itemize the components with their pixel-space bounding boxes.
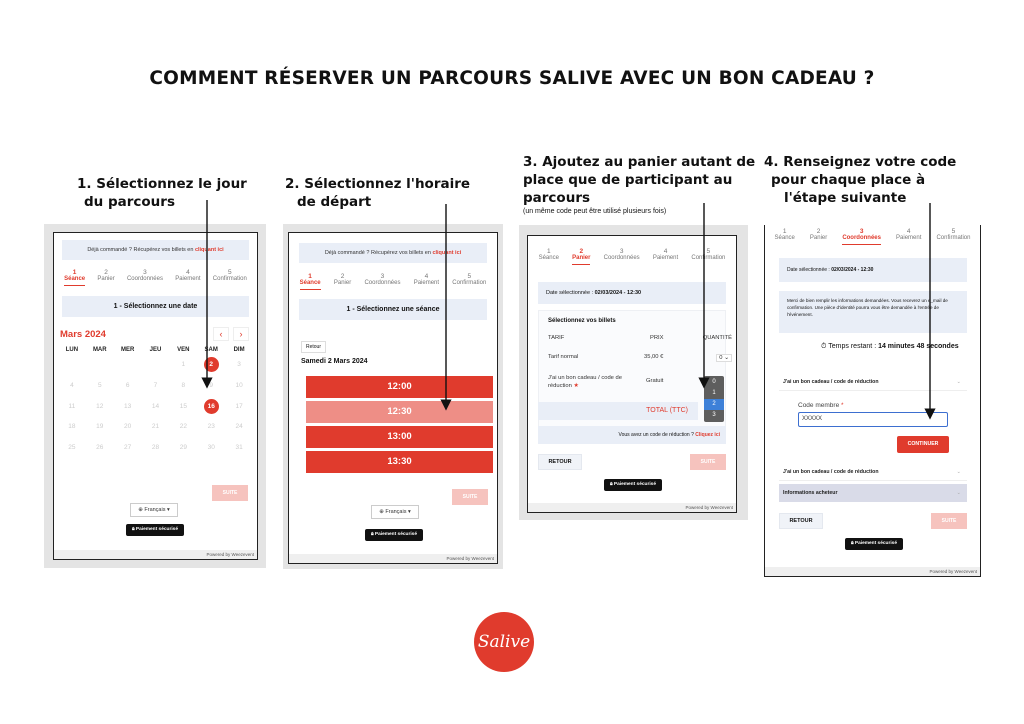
calendar-day[interactable]: 9 <box>209 381 214 389</box>
step2-heading: 2. Sélectionnez l'horaire de départ <box>285 176 471 210</box>
calendar-day[interactable]: 8 <box>181 381 186 389</box>
weekday-label: VEN <box>177 347 190 353</box>
suite-button[interactable]: SUITE <box>690 454 726 470</box>
globe-icon: ⊕ <box>138 507 145 513</box>
calendar-day[interactable]: 30 <box>207 444 215 452</box>
calendar-day[interactable]: 17 <box>235 402 243 410</box>
step-paiement[interactable]: 4 Paiement <box>413 273 440 286</box>
total-bar: TOTAL (TTC) <box>538 402 698 420</box>
step4-heading: 4. Renseignez votre code pour chaque place à l'étape suivante <box>764 154 957 206</box>
section-title: 1 - Sélectionnez une séance <box>299 299 487 320</box>
retrieve-tickets-link[interactable]: cliquant ici <box>432 250 462 256</box>
step3-heading: 3. Ajoutez au panier autant de place que de participant au parcours (un même code peut être utilisé plusieurs fois) <box>523 154 756 215</box>
weekday-label: MER <box>120 347 135 353</box>
step-seance[interactable]: 1 Séance <box>64 269 85 286</box>
progress-steps <box>58 269 253 286</box>
calendar-day[interactable]: 1 <box>181 361 186 368</box>
calendar-days <box>58 355 253 459</box>
secure-payment-badge: 🔒︎ Paiement sécurisé <box>126 524 184 536</box>
calendar-day[interactable]: 12 <box>96 402 104 410</box>
calendar-day[interactable]: 18 <box>68 423 76 431</box>
calendar-day[interactable]: 14 <box>151 402 160 410</box>
step-confirmation[interactable]: 5 Confirmation <box>691 248 726 261</box>
dropdown-option-selected[interactable]: 2 <box>704 399 724 410</box>
section-title: 1 - Sélectionnez une date <box>62 296 249 317</box>
chevron-down-icon: ⌄ <box>956 379 961 385</box>
powered-by: Powered by Weezevent <box>289 554 497 563</box>
slot-1230[interactable]: 12:30 <box>306 401 493 423</box>
calendar-day[interactable]: 28 <box>151 444 160 452</box>
weekday-label: MAR <box>92 347 107 353</box>
slot-1330[interactable]: 13:30 <box>306 451 493 473</box>
calendar-day[interactable]: 24 <box>235 423 243 431</box>
calendar-day[interactable]: 22 <box>179 423 187 431</box>
chevron-down-icon: ⌄ <box>956 469 961 475</box>
step-panier[interactable]: 2 Panier <box>333 273 352 286</box>
step-paiement[interactable]: 4 Paiement <box>896 228 922 241</box>
step1-heading: 1. Sélectionnez le jour du parcours <box>77 176 247 210</box>
slot-1200[interactable]: 12:00 <box>306 376 493 398</box>
calendar-day[interactable]: 2 <box>197 355 225 376</box>
step-coordonnees[interactable]: 3 Coordonnées <box>603 248 640 261</box>
lock-icon: 🔒︎ <box>609 482 614 487</box>
step4-screenshot <box>764 225 981 577</box>
calendar-day[interactable]: 6 <box>125 381 130 389</box>
calendar-day[interactable]: 23 <box>207 423 215 431</box>
back-button[interactable]: Retour <box>301 341 326 353</box>
progress-steps <box>532 248 732 265</box>
calendar-day[interactable]: 11 <box>68 402 76 410</box>
calendar-empty <box>86 355 114 376</box>
continuer-button[interactable]: CONTINUER <box>897 436 949 453</box>
progress-steps <box>293 273 493 290</box>
calendar-empty <box>58 355 86 376</box>
step-coordonnees[interactable]: 3 Coordonnées <box>126 269 163 282</box>
retrieve-tickets-link[interactable]: cliquant ici <box>194 247 224 253</box>
step-confirmation[interactable]: 5 Confirmation <box>212 269 247 282</box>
calendar-day[interactable]: 5 <box>97 381 102 389</box>
step-coordonnees[interactable]: 3 Coordonnées <box>842 228 881 245</box>
calendar-day[interactable]: 25 <box>68 444 76 452</box>
step2-screenshot <box>283 224 503 569</box>
tickets-title: Sélectionnez vos billets <box>548 318 616 324</box>
step-panier[interactable]: 2 Panier <box>572 248 590 265</box>
step-confirmation[interactable]: 5 Confirmation <box>452 273 487 286</box>
language-select[interactable]: ⊕ Français ▾ <box>130 503 178 517</box>
promo-link[interactable]: Cliquez ici <box>695 432 720 438</box>
calendar-day[interactable]: 16 <box>197 397 225 418</box>
weekday-label: LUN <box>65 347 79 353</box>
calendar-day[interactable]: 15 <box>179 402 187 410</box>
progress-steps <box>767 228 978 245</box>
month-label: Mars 2024 <box>60 328 106 340</box>
calendar-day[interactable]: 21 <box>151 423 160 431</box>
lock-icon: 🔒︎ <box>370 532 375 537</box>
calendar-day[interactable]: 31 <box>235 444 243 452</box>
prev-month-button[interactable]: ‹ <box>213 327 229 341</box>
buyer-info-accordion[interactable]: Informations acheteur ⌄ <box>779 484 967 502</box>
selected-date-bar: Date sélectionnée : 02/03/2024 - 12:30 <box>538 282 726 304</box>
step-panier[interactable]: 2 Panier <box>809 228 828 241</box>
salive-logo: Salive <box>474 612 534 672</box>
secure-payment-badge: 🔒︎ Paiement sécurisé <box>604 479 662 491</box>
quantity-select-normal[interactable]: 0 ⌄ <box>716 354 732 362</box>
page-title: COMMENT RÉSERVER UN PARCOURS SALIVE AVEC UN BON CADEAU ? <box>149 68 875 89</box>
step-paiement[interactable]: 4 Paiement <box>652 248 679 261</box>
calendar-day[interactable]: 7 <box>153 381 158 389</box>
retour-button[interactable]: RETOUR <box>538 454 582 470</box>
suite-button[interactable]: SUITE <box>931 513 967 529</box>
promo-bar: Vous avez un code de réduction ? Cliquez ici <box>538 426 726 444</box>
info-message: Merci de bien remplir les informations demandées. Vous recevrez un e_mail de confirmation. Une pièce d'identité pourra vous être demandée à l'entrée de l'événement. <box>779 291 967 333</box>
suite-button[interactable]: SUITE <box>452 489 488 505</box>
calendar-empty <box>114 355 142 376</box>
powered-by: Powered by Weezevent <box>528 503 736 512</box>
info-bar: Déjà commandé ? Récupérez vos billets en cliquant ici <box>299 243 487 263</box>
dropdown-option[interactable]: 1 <box>712 390 716 396</box>
globe-icon: ⊕ <box>379 509 386 515</box>
step1-screenshot <box>44 224 266 568</box>
weekday-label: SAM <box>204 347 218 353</box>
step-seance[interactable]: 1 Séance <box>538 248 559 261</box>
calendar-day[interactable]: 26 <box>96 444 104 452</box>
info-bar: Déjà commandé ? Récupérez vos billets en cliquant ici <box>62 240 249 260</box>
calendar-day[interactable]: 29 <box>179 444 187 452</box>
dropdown-option[interactable]: 3 <box>712 412 716 418</box>
selected-date-bar: Date sélectionnée : 02/03/2024 - 12:30 <box>779 258 967 282</box>
calendar-day[interactable]: 10 <box>235 381 243 389</box>
calendar-empty <box>142 355 170 376</box>
calendar-day[interactable]: 19 <box>96 423 104 431</box>
calendar-day[interactable]: 3 <box>237 361 241 368</box>
weekday-label: JEU <box>149 347 162 353</box>
step3-note: (un même code peut être utilisé plusieurs fois) <box>523 208 667 215</box>
calendar-weekdays <box>58 347 253 353</box>
suite-button[interactable]: SUITE <box>212 485 248 501</box>
step2-frame <box>288 232 498 564</box>
chevron-down-icon: ⌄ <box>956 490 961 496</box>
voucher-accordion[interactable]: J'ai un bon cadeau / code de réduction ⌄ <box>779 463 967 481</box>
retour-button[interactable]: RETOUR <box>779 513 823 529</box>
voucher-accordion[interactable]: J'ai un bon cadeau / code de réduction ⌄ <box>779 373 967 391</box>
secure-payment-badge: 🔒︎ Paiement sécurisé <box>845 538 903 550</box>
step-panier[interactable]: 2 Panier <box>97 269 115 282</box>
step-seance[interactable]: 1 Séance <box>774 228 795 241</box>
step-confirmation[interactable]: 5 Confirmation <box>936 228 971 241</box>
code-membre-input[interactable]: XXXXX <box>798 412 948 427</box>
code-label: Code membre * <box>798 402 844 409</box>
slot-1300[interactable]: 13:00 <box>306 426 493 448</box>
powered-by: Powered by Weezevent <box>765 567 980 576</box>
stopwatch-icon: ⏱ <box>821 343 829 350</box>
timer: ⏱ Temps restant : 14 minutes 48 secondes <box>821 343 959 350</box>
lock-icon: 🔒︎ <box>850 541 855 546</box>
secure-payment-badge: 🔒︎ Paiement sécurisé <box>365 529 423 541</box>
step3-screenshot <box>519 225 748 520</box>
calendar-day[interactable]: 13 <box>124 402 132 410</box>
calendar-day[interactable]: 20 <box>124 423 132 431</box>
next-month-button[interactable]: › <box>233 327 249 341</box>
language-select[interactable]: ⊕ Français ▾ <box>371 505 419 519</box>
powered-by: Powered by Weezevent <box>54 550 257 559</box>
quantity-dropdown[interactable] <box>704 376 724 422</box>
step-coordonnees[interactable]: 3 Coordonnées <box>364 273 401 286</box>
step3-frame: 1 Séance 2 Panier 3 Coordonnées 4 Paiement 5 Confirmation Date sélectionnée : 02/03/2024 - 12:30 Sélectionnez vos billets TARIF PRIX QUANTITÉ Tarif normal 35,00 € 0 ⌄ J'ai un bon cadeau / code de réduction ★ Gratuit 0 1 2 3 TOTAL (TTC) Vous avez un code de réduction ? Cliquez ici RETOUR SUITE 🔒︎ Paiement sécurisé Powered by Weezevent <box>527 235 737 513</box>
dropdown-option[interactable]: 0 <box>712 379 716 385</box>
calendar-day[interactable]: 4 <box>70 381 74 389</box>
calendar-day[interactable]: 27 <box>124 444 132 452</box>
step-seance[interactable]: 1 Séance <box>300 273 321 290</box>
lock-icon: 🔒︎ <box>131 527 136 532</box>
selected-date-label: Samedi 2 Mars 2024 <box>301 358 368 365</box>
step1-frame <box>53 232 258 560</box>
step-paiement[interactable]: 4 Paiement <box>175 269 201 282</box>
weekday-label: DIM <box>233 347 245 353</box>
